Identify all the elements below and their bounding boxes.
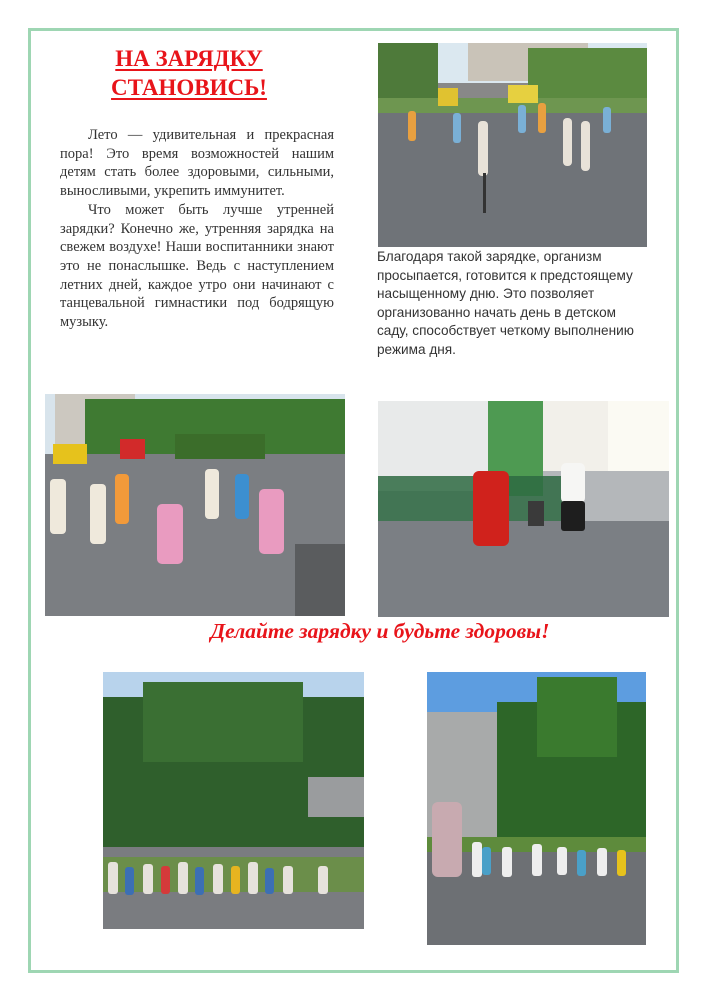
slogan: Делайте зарядку и будьте здоровы!: [210, 619, 550, 643]
article-text: [60, 126, 334, 332]
photo-children-doing-exercises: [45, 394, 345, 616]
photo-teachers-leading-exercise: [378, 401, 669, 617]
photo-caption: Благодаря такой зарядке, организм просыпается, готовится к предстоящему насыщенному дню. Это позволяет организованно начать день в детском саду, способствует четкому выполнению режима дня.: [377, 249, 634, 357]
photo-teacher-and-children-clapping: [427, 672, 646, 945]
photo-group-line-exercise: [103, 672, 364, 929]
page-title: [60, 44, 318, 102]
title-line-2: СТАНОВИСЬ!: [111, 75, 267, 100]
title-line-1: НА ЗАРЯДКУ: [115, 46, 263, 71]
article-paragraph-2: Что может быть лучше утренней зарядки? Конечно же, утренняя зарядка на свежем воздухе! Наши воспитанники знают это не понаслышке. Ведь с наступлением летних дней, каждое утро они начинают с танцевальной гимнастики под бодрящую музыку.: [60, 201, 334, 331]
photo-kids-exercising-playground: [378, 43, 647, 247]
article-paragraph-1: Лето — удивительная и прекрасная пора! Это время возможностей нашим детям стать более здоровыми, сильными, выносливыми, укрепить иммунитет.: [60, 127, 334, 200]
